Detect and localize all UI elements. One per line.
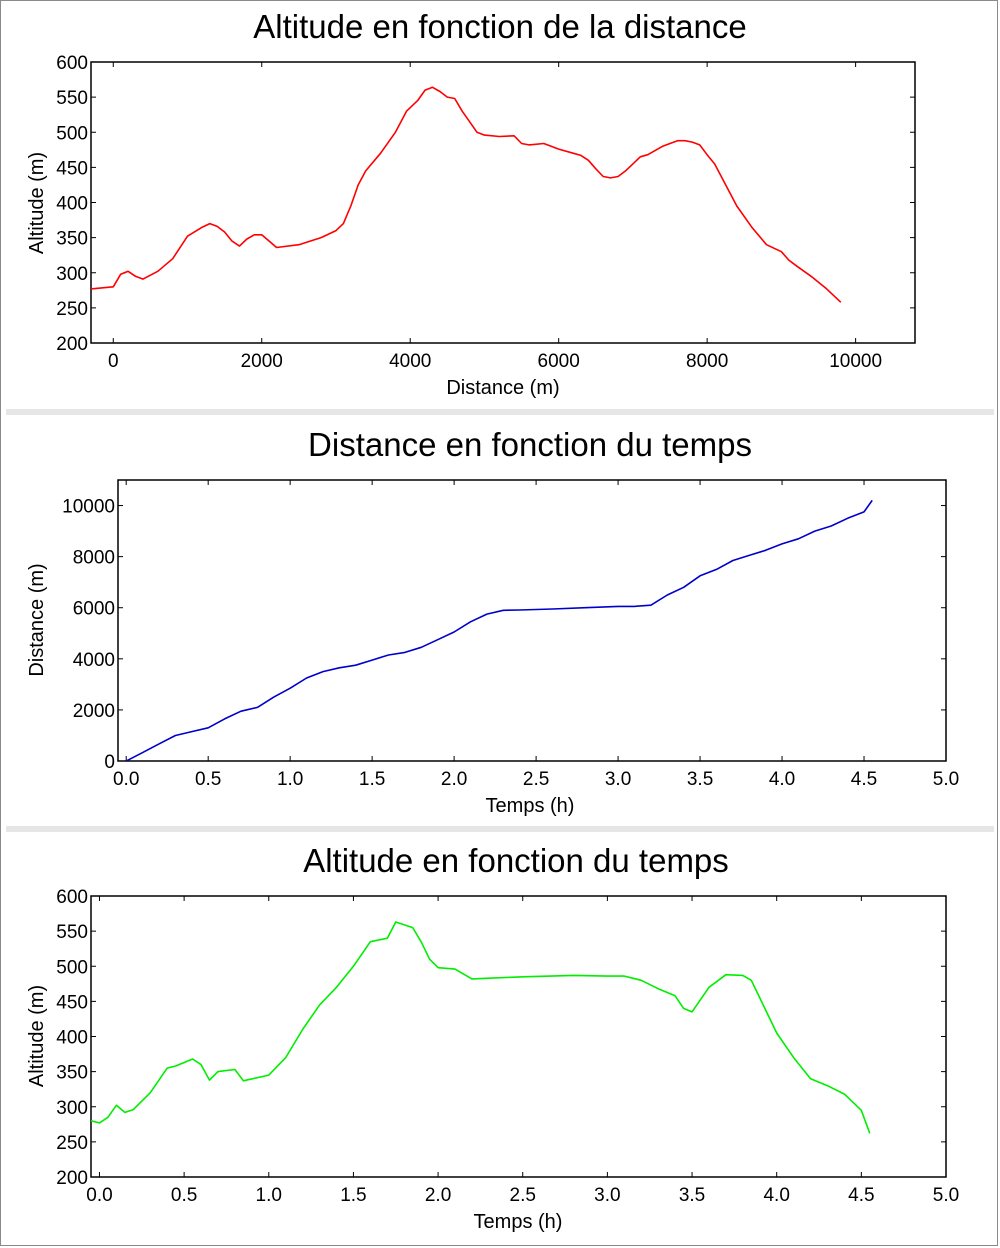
x-tick-label: 8000 — [686, 351, 729, 372]
chart-svg-2 — [0, 832, 1000, 1246]
chart-svg-1 — [0, 416, 1000, 824]
y-axis-label: Altitude (m) — [26, 151, 48, 255]
chart-svg-0 — [0, 0, 1000, 408]
x-tick-label: 4000 — [389, 351, 432, 372]
x-tick-label: 1.5 — [358, 769, 386, 790]
y-tick-label: 450 — [56, 992, 88, 1014]
plot-area — [91, 896, 946, 1177]
y-tick-label: 400 — [56, 1027, 88, 1049]
y-tick-label: 8000 — [72, 547, 115, 569]
chart-title: Altitude en fonction de la distance — [253, 8, 747, 45]
chart-panel-altitude-temps — [0, 832, 1000, 1246]
y-tick-label: 350 — [56, 1062, 88, 1084]
x-tick-label: 6000 — [537, 351, 580, 372]
x-tick-label: 3.0 — [604, 769, 632, 790]
y-tick-label: 550 — [56, 88, 88, 110]
y-tick-label: 400 — [56, 193, 88, 215]
chart-title: Altitude en fonction du temps — [303, 842, 729, 879]
x-tick-label: 0.5 — [170, 1185, 198, 1206]
y-tick-label: 450 — [56, 158, 88, 180]
plot-area — [91, 62, 915, 343]
y-tick-label: 4000 — [72, 649, 115, 671]
y-tick-label: 250 — [56, 298, 88, 320]
x-tick-label: 4.0 — [768, 769, 796, 790]
y-tick-label: 600 — [56, 887, 88, 908]
y-tick-label: 550 — [56, 922, 88, 944]
y-tick-label: 2000 — [72, 700, 115, 722]
y-tick-label: 200 — [56, 334, 88, 355]
x-tick-label: 1.0 — [255, 1185, 282, 1206]
y-axis-label: Altitude (m) — [26, 984, 48, 1088]
y-tick-label: 350 — [56, 228, 88, 250]
x-tick-label: 0 — [107, 351, 119, 372]
x-tick-label: 10000 — [829, 351, 883, 372]
x-tick-label: 0.0 — [86, 1185, 113, 1206]
x-axis-label: Temps (h) — [485, 795, 575, 817]
y-tick-label: 0 — [104, 752, 115, 773]
x-tick-label: 2.5 — [522, 769, 550, 790]
x-axis-label: Temps (h) — [473, 1211, 563, 1233]
x-tick-label: 2000 — [240, 351, 283, 372]
x-tick-label: 2.0 — [424, 1185, 452, 1206]
y-tick-label: 300 — [56, 263, 88, 285]
x-tick-label: 5.0 — [932, 769, 960, 790]
x-tick-label: 2.0 — [440, 769, 468, 790]
x-tick-label: 3.5 — [686, 769, 714, 790]
y-tick-label: 250 — [56, 1132, 88, 1154]
x-tick-label: 4.0 — [763, 1185, 790, 1206]
x-tick-label: 5.0 — [932, 1185, 960, 1206]
x-tick-label: 1.5 — [340, 1185, 367, 1206]
x-tick-label: 4.5 — [850, 769, 878, 790]
y-tick-label: 200 — [56, 1168, 88, 1189]
y-tick-label: 500 — [56, 957, 88, 979]
y-axis-label: Distance (m) — [26, 563, 48, 677]
x-tick-label: 3.0 — [594, 1185, 621, 1206]
y-tick-label: 10000 — [62, 496, 115, 518]
x-tick-label: 0.5 — [194, 769, 222, 790]
x-axis-label: Distance (m) — [446, 377, 560, 399]
x-tick-label: 3.5 — [678, 1185, 706, 1206]
panel-separator — [6, 409, 994, 415]
y-tick-label: 600 — [56, 53, 88, 74]
plot-area — [118, 480, 946, 761]
x-tick-label: 2.5 — [509, 1185, 536, 1206]
y-tick-label: 300 — [56, 1097, 88, 1119]
x-tick-label: 4.5 — [848, 1185, 875, 1206]
y-tick-label: 6000 — [72, 598, 115, 620]
x-tick-label: 0.0 — [112, 769, 140, 790]
x-tick-label: 1.0 — [276, 769, 304, 790]
chart-panel-altitude-distance — [0, 0, 1000, 408]
y-tick-label: 500 — [56, 123, 88, 145]
chart-panel-distance-temps — [0, 416, 1000, 824]
chart-title: Distance en fonction du temps — [308, 426, 752, 463]
